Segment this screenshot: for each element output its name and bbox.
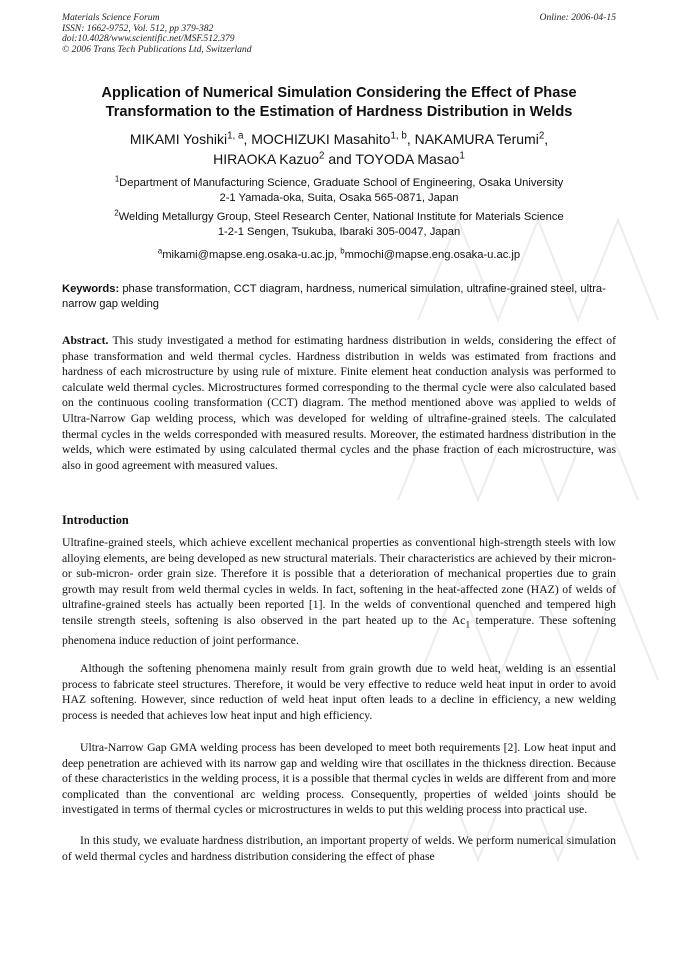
intro-paragraph-2: Although the softening phenomena mainly result from grain growth due to weld heat, welding is an essential process to fabricate steel structures. Therefore, it would be very effective to reduce weld heat input in order to avoid HAZ softening. However, since reduction of weld heat input often leads to a decline in efficiency, a new welding process is needed that achieves low heat input and high efficiency. (62, 662, 616, 722)
affiliation-2-line-2: 1-2-1 Sengen, Tsukuba, Ibaraki 305-0047, Japan (217, 226, 461, 238)
author-affil-marker: 2 (319, 149, 325, 161)
affiliation-2: $^2$Welding Metallurgy Group, Steel Research Center, National Institute for Materials Science 1-2-1 Sengen, Tsukuba, Ibaraki 305-0047, Japan (60, 210, 618, 240)
paper-title (60, 84, 618, 122)
title-line-2: Transformation to the Estimation of Hardness Distribution in Welds (105, 104, 573, 120)
affiliation-1-line-2: 2-1 Yamada-oka, Suita, Osaka 565-0871, Japan (219, 192, 459, 204)
introduction-heading: Introduction (62, 513, 129, 527)
keywords-text: phase transformation, CCT diagram, hardness, numerical simulation, ultrafine-grained steel, ultra-narrow gap welding (62, 283, 606, 310)
author-list: MIKAMI Yoshiki$^{1, a}$, MOCHIZUKI Masahito$^{1, b}$, NAKAMURA Terumi$^2$, HIRAOKA Kazuo$^2$ and TOYODA Masao$^1$ (129, 130, 549, 167)
email-a: mikami@mapse.eng.osaka-u.ac.jp, (162, 249, 338, 261)
email-line: $^a$mikami@mapse.eng.osaka-u.ac.jp, $^b$mmochi@mapse.eng.osaka-u.ac.jp (157, 246, 521, 261)
author-affil-marker: 1, a (227, 130, 244, 142)
affiliation-1-line-1: Department of Manufacturing Science, Graduate School of Engineering, Osaka University (119, 177, 564, 189)
author-affil-marker: 2 (538, 130, 545, 142)
author-name: MOCHIZUKI Masahito (251, 131, 391, 147)
journal-header (62, 13, 616, 55)
journal-name: Materials Science Forum (62, 12, 160, 23)
keywords (62, 282, 616, 312)
author-name: MIKAMI Yoshiki (129, 131, 228, 147)
journal-issn: ISSN: 1662-9752, Vol. 512, pp 379-382 (62, 22, 214, 34)
intro-paragraph-4: In this study, we evaluate hardness distribution, an important property of welds. We perform numerical simulation of weld thermal cycles and hardness distribution considering the effect of phase (62, 834, 616, 863)
keywords-label: Keywords: (62, 283, 120, 295)
title-line-1: Application of Numerical Simulation Considering the Effect of Phase (101, 85, 577, 101)
abstract (62, 333, 616, 473)
email-b: mmochi@mapse.eng.osaka-u.ac.jp (344, 249, 521, 261)
author-affil-marker: 1 (459, 149, 465, 161)
author-name: TOYODA Masao (355, 150, 460, 167)
abstract-label: Abstract. (62, 334, 109, 347)
author-conjunction: and (328, 150, 352, 167)
affiliation-2-line-1: Welding Metallurgy Group, Steel Research Center, National Institute for Materials Science (118, 211, 564, 223)
intro-paragraph-1: Ultrafine-grained steels, which achieve excellent mechanical properties as conventional high-strength steels with low alloying elements, are being developed as new structural materials. Their characteristics are achieved by their micron- or sub-micron- order grain size. Therefore it is possible that a deterioration of mechanical properties due to grain growth may result from weld thermal cycles in welds. In fact, softening in the heat-affected zone (HAZ) of welds of ultrafine-grained steels has actually been reported [1]. In the welds of conventional quenched and tempered high tensile strength steels, softening is also observed in the part heated up to the $Ac_1$ temperature. These softening phenomena induce reduction of joint performance. (62, 536, 617, 647)
author-name: HIRAOKA Kazuo (213, 150, 319, 167)
online-date: Online: 2006-04-15 (539, 12, 616, 23)
author-affil-marker: 1, b (390, 130, 407, 142)
affiliation-1: $^1$Department of Manufacturing Science, Graduate School of Engineering, Osaka University 2-1 Yamada-oka, Suita, Osaka 565-0871, Japan (60, 176, 618, 206)
author-name: NAKAMURA Terumi (414, 131, 539, 147)
intro-paragraph-3: Ultra-Narrow Gap GMA welding process has been developed to meet both requirements [2]. Low heat input and deep penetration are achieved with its narrow gap and welding wire that oscillates in the thickness direction. Because of these characteristics in the welding process, it is a possible that thermal cycles in welds are different from and more complicated than the conventional arc welding process. Consequently, properties of welded joints should be investigated in terms of thermal cycles or microstructures in welds to put this welding process into practical use. (62, 741, 616, 817)
journal-doi: doi:10.4028/www.scientific.net/MSF.512.379 (62, 33, 235, 44)
abstract-text: This study investigated a method for estimating hardness distribution in welds, considering the effect of phase transformation and weld thermal cycles. Hardness distribution in welds was estimated from fractions and hardness of each microstructure by using rule of mixture. Finite element heat conduction analysis was performed to calculate weld thermal cycles. Microstructures formed corresponding to the thermal cycle were also calculated based on the continuous cooling transformation (CCT) diagram. The method mentioned above was applied to welds of Ultra-Narrow Gap welding process, which was developed for welding of ultrafine-grained steels. The calculated thermal cycles in the welds corresponded with measured results. Moreover, the estimated hardness distribution in the welds, which were estimated by using calculated thermal cycles and the phase fraction of each microstructure, was also in good agreement with measured values. (62, 334, 617, 472)
journal-copyright: © 2006 Trans Tech Publications Ltd, Switzerland (62, 43, 252, 55)
